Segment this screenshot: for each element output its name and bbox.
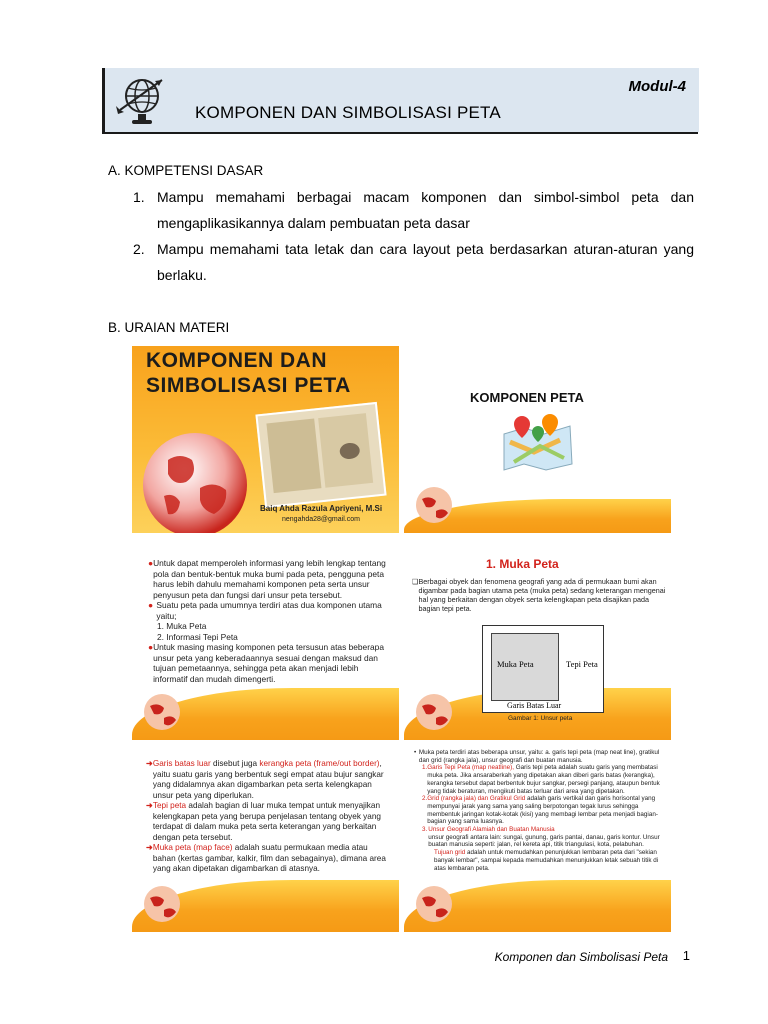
slide3-l2: 2. Informasi Tepi Peta [157,631,238,642]
slide5-b1-a: disebut juga [210,759,260,768]
slide1-author: Baiq Ahda Razula Apriyeni, M.Si [260,504,383,513]
map-pins-icon [500,412,576,474]
slide3-l1: 1. Muka Peta [157,621,207,631]
small-globe-icon [142,692,182,732]
small-globe-icon [414,485,454,525]
slide5-b3-a: adalah suatu permukaan media atau bahan (kertas gambar, kalkir, film dan sebagainya), dimana area yang akan dipetakan digambarkan di atasnya. [152,843,386,873]
slide5-b2-a: adalah bagian di luar muka tempat untuk menyajikan kelengkapan peta yang berupa penjelasan tentang obyek yang terdapat di dalam muka peta serta keterangan yang berkaitan dengan peta tersebut. [152,801,381,842]
figure-caption: Gambar 1: Unsur peta [508,715,573,722]
slide4-text: Berbagai obyek dan fenomena geografi yang ada di permukaan bumi akan digambar pada bagian utama peta (muka peta) sedang keterangan mengenai hal yang berkaitan dengan obyek serta kelengkapan peta disajikan pada bagian tepi peta. [418,577,666,613]
slide6-i3-red: Unsur Geografi Alamiah dan Buatan Manusia [428,826,555,834]
slide6-i4: adalah untuk memudahkan penunjukkan lembaran peta dari "sekian banyak lembar", sampai kepada memudahkan menunjukkan letak sebuah titik di atas lembaran peta. [434,849,659,872]
muka-peta-label: Muka Peta [497,659,534,669]
slide3-p1: Untuk dapat memperoleh informasi yang lebih lengkap tentang pola dan bentuk-bentuk muka bumi pada peta, pengguna peta harus lebih dahulu memahami komponen peta serta unsur penyusun peta dan fungsi dari unsur peta tersebut. [153,558,386,600]
slide-unsur-muka-peta: • Muka peta terdiri atas beberapa unsur, yaitu: a. garis tepi peta (map neat line), gratikul dan grid (rangka jala), unsur geografi dan buatan manusia. 1. Garis Tepi Peta (map neatline), Garis tepi peta adalah suatu garis yang membatasi muka peta. Jika ansaraberkah yang dipetakan akan diberi garis batas (kerangka), kerangka tersebut dapat berbentuk bujur sangkar, persegi panjang, ataupun bentuk yang tidak beraturan, mengikuti batas terluar dari area yang dipetakan. 2. Grid (rangka jala) dan Gratikul Grid adalah garis vertikal dan garis horisontal yang mempunyai jarak yang sama yang saling berpotongan tegak lurus sehingga membentuk jaringan kotak-kotak (kisi) yang membagi lembar peta menjadi bagian-bagian yang sama luasnya. 3. Unsur Geografi Alamiah dan Buatan Manusia unsur geografi antara lain: sungai, gunung, garis pantai, danau, garis kontur. Unsur buatan manusia seperti: jalan, rel kereta api, titik triangulasi, kota, pelabuhan. Tujuan grid adalah untuk memudahkan penunjukkan lembaran peta dari "sekian banyak lembar", sampai kepada memudahkan menunjukkan letak sebuah titik di atas lembaran peta. [404,745,671,932]
page-title: KOMPONEN DAN SIMBOLISASI PETA [195,103,501,122]
header-underline [102,132,698,134]
slide-komponen-text: ● Untuk dapat memperoleh informasi yang lebih lengkap tentang pola dan bentuk-bentuk muka bumi pada peta, pengguna peta harus lebih dahulu memahami komponen peta serta unsur penyusun peta dan fungsi dari unsur peta tersebut. ● Suatu peta pada umumnya terdiri atas dua komponen utama yaitu; 1. Muka Peta 2. Informasi Tepi Peta ● Untuk masing masing komponen peta tersusun atas beberapa unsur peta yang keberadaannya sesuai dengan maksud dan tujuan pemetaannya, sehingga peta akan menjadi lebih informatif dan mudah dimengerti. [132,553,399,740]
book-map-image [255,402,386,508]
slide5-b1-b: , yaitu suatu garis yang berbentuk segi empat atau bujur sangkar yang didalamnya akan digambarkan peta serta kelengkapan unsur peta yang diperlukan. [152,759,384,800]
slide6-i4-red: Tujuan grid [434,849,466,857]
globe-logo-icon [112,72,168,128]
small-globe-icon [414,884,454,924]
slide1-email: nengahda28@gmail.com [282,516,360,523]
list-item-1: Mampu memahami berbagai macam komponen dan simbol-simbol peta dan mengaplikasikannya dalam pembuatan peta dasar [157,189,694,231]
slide6-intro: Muka peta terdiri atas beberapa unsur, yaitu: a. garis tepi peta (map neat line), gratikul dan grid (rangka jala), unsur geografi dan buatan manusia. [418,749,660,764]
garis-batas-label: Garis Batas Luar [507,701,562,710]
small-globe-icon [414,692,454,732]
slide6-i1: Garis tepi peta adalah suatu garis yang membatasi muka peta. Jika ansaraberkah yang dipetakan akan diberi garis batas (kerangka), kerangka tersebut dapat berbentuk bujur sangkar, persegi panjang, ataupun bentuk yang tidak beraturan, mengikuti batas terluar dari area yang dipetakan. [427,764,660,795]
page-number: 1 [682,948,690,963]
world-globe-icon [140,430,250,533]
slide6-i2: adalah garis vertikal dan garis horisontal yang mempunyai jarak yang sama yang saling berpotongan tegak lurus sehingga membentuk jaringan kotak-kotak (kisi) yang membagi lembar peta menjadi bagian-bagian yang sama luasnya. [427,795,658,826]
slide5-b2-red: Tepi peta [152,801,187,810]
slide-komponen-peta [404,346,671,533]
slide6-i1-red: Garis Tepi Peta (map neatline), [427,764,514,772]
map-frame-diagram [482,625,604,713]
slide-garis-batas: ➜ Garis batas luar disebut juga kerangka peta (frame/out border), yaitu suatu garis yang berbentuk segi empat atau bujur sangkar yang didalamnya akan digambarkan peta serta kelengkapan unsur peta yang diperlukan. ➜ Tepi peta adalah bagian di luar muka tempat untuk menyajikan kelengkapan peta yang berupa penjelasan tentang obyek yang terdapat di dalam muka peta serta keterangan yang berkaitan dengan peta tersebut. ➜ Muka peta (map face) adalah suatu permukaan media atau bahan (kertas gambar, kalkir, film dan sebagainya), dimana area yang akan dipetakan digambarkan di atasnya. [132,745,399,932]
section-a-heading: A. KOMPETENSI DASAR [108,163,264,178]
slide3-p2: Suatu peta pada umumnya terdiri atas dua komponen utama yaitu; [156,600,382,621]
small-globe-icon [142,884,182,924]
module-label: Modul-4 [628,78,686,95]
slide-title [132,346,399,533]
slide6-i2-red: Grid (rangka jala) dan Gratikul Grid [427,795,526,803]
slide3-p3: Untuk masing masing komponen peta tersusun atas beberapa unsur peta yang keberadaannya sesuai dengan maksud dan tujuan pemetaannya, sehingga peta akan menjadi lebih informatif dan mudah dimengerti. [153,642,384,684]
slide5-b1-red: Garis batas luar [152,759,211,768]
footer-title: Komponen dan Simbolisasi Peta [494,950,668,964]
section-b-heading: B. URAIAN MATERI [108,320,230,335]
list-num-1: 1. [133,189,145,205]
slide-muka-peta: 1. Muka Peta ❑ Berbagai obyek dan fenomena geografi yang ada di permukaan bumi akan digambar pada bagian utama peta (muka peta) sedang keterangan mengenai hal yang berkaitan dengan obyek serta kelengkapan peta disajikan pada bagian tepi peta. Muka Peta Tepi Peta Garis Batas Luar Gambar 1: Unsur peta [404,553,671,740]
list-item-2: Mampu memahami tata letak dan cara layout peta berdasarkan aturan-aturan yang berlaku. [157,241,694,283]
slide5-b1-red2: kerangka peta (frame/out border) [259,759,380,768]
slide4-title: 1. Muka Peta [486,557,559,571]
slide1-title-line2: SIMBOLISASI PETA [146,374,351,397]
slide5-b3-red: Muka peta (map face) [152,843,233,852]
slide6-i3: unsur geografi antara lain: sungai, gunung, garis pantai, danau, garis kontur. Unsur buatan manusia seperti: jalan, rel kereta api, titik triangulasi, kota, pelabuhan. [428,833,660,849]
slide1-title-line1: KOMPONEN DAN [146,349,328,372]
tepi-peta-label: Tepi Peta [566,659,598,669]
list-num-2: 2. [133,241,145,257]
slide2-title: KOMPONEN PETA [470,390,584,405]
